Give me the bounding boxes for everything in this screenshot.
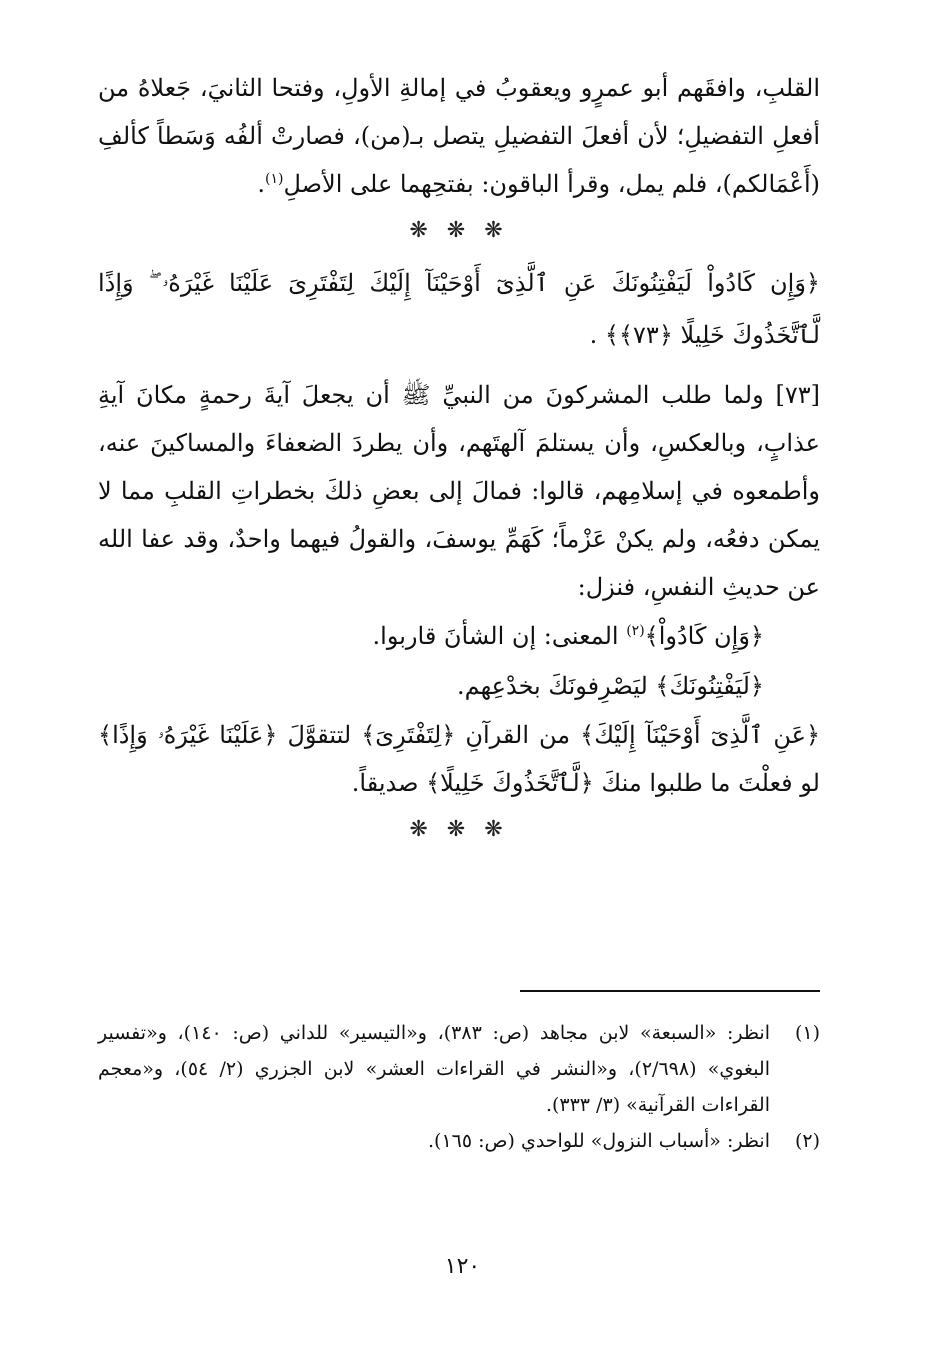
explanation-line-2: ﴿لَيَفْتِنُونَكَ﴾ ليَصْرِفونَكَ بخدْعِهم. [456, 672, 764, 700]
section-separator-2: ❋ ❋ ❋ [409, 817, 509, 842]
footnote-text: انظر: «أسباب النزول» للواحدي (ص: ١٦٥). [428, 1130, 770, 1152]
paragraph-end: . [257, 170, 265, 198]
explanation-line-1 [98, 611, 820, 661]
footnote-text: انظر: «السبعة» لابن مجاهد (ص: ٣٨٣)، و«التيسير» للداني (ص: ١٤٠)، و«تفسير البغوي» (٢/٦٩٨)، و«النشر في القراءات العشر» لابن الجزري (٢/ ٥٤)، و«معجم القراءات القرآنية» (٣/ ٣٣٣). [98, 1022, 770, 1116]
explanation-line-3: ﴿عَنِ ٱلَّذِىٓ أَوْحَيْنَآ إِلَيْكَ﴾ من القرآنِ ﴿لِتَفْتَرِىَ﴾ لتتقوَّلَ ﴿عَلَيْنَا غَيْرَهُۥ وَإِذًا﴾ لو فعلْتَ ما طلبوا منكَ ﴿لَّٱتَّخَذُوكَ خَلِيلًا﴾ صديقاً. [98, 721, 820, 797]
paragraph-reading-commentary [98, 64, 820, 208]
footnote-item [98, 1123, 820, 1159]
footnote-number: (١) [794, 1022, 820, 1044]
explanation-text: المعنى: إن الشأنَ قاربوا. [372, 622, 627, 650]
paragraph-text: القلبِ، وافقَهم أبو عمرٍو ويعقوبُ في إمالةِ الأولِ، وفتحا الثانيَ، جَعلاهُ من أفعلِ التفضيلِ؛ لأن أفعلَ التفضيلِ يتصل بـ(من)، فصارتْ ألفُه وَسَطاً كألفِ (أَعْمَالكم)، فلم يمل، وقرأ الباقون: بفتحِهما على الأصلِ [98, 74, 820, 198]
paragraph-occasion: [٧٣] ولما طلب المشركونَ من النبيِّ ﷺ أن يجعلَ آيةَ رحمةٍ مكانَ آيةِ عذابٍ، وبالعكسِ، وأن يستلمَ آلهتَهم، وأن يطردَ الضعفاءَ والمساكينَ عنه، وأطمعوه في إسلامِهم، قالوا: فمالَ إلى بعضِ ذلكَ بخطراتِ القلبِ مما لا يمكن دفعُه، ولم يكنْ عَزْماً؛ كَهَمِّ يوسفَ، والقولُ فيهما واحدٌ، وقد عفا الله عن حديثِ النفسِ، فنزل: [98, 381, 820, 601]
verse-fragment: ﴿وَإِن كَادُواْ﴾ [644, 622, 764, 650]
footnote-divider [520, 990, 820, 992]
page-number: ١٢٠ [444, 1254, 481, 1279]
quran-verse: ﴿وَإِن كَادُواْ لَيَفْتِنُونَكَ عَنِ ٱلَّذِىٓ أَوْحَيْنَآ إِلَيْكَ لِتَفْتَرِىَ عَلَيْنَا غَيْرَهُۥ ۖ وَإِذًا لَّٱتَّخَذُوكَ خَلِيلًا ﴿٧٣﴾﴾ . [98, 269, 820, 349]
footnote-item [98, 1015, 820, 1123]
page-body [98, 64, 820, 856]
footnotes [98, 1015, 820, 1159]
footnote-number: (٢) [794, 1130, 820, 1152]
footnote-marker-2: (٢) [626, 623, 645, 639]
section-separator: ❋ ❋ ❋ [409, 218, 509, 243]
footnote-marker-1: (١) [265, 171, 284, 187]
